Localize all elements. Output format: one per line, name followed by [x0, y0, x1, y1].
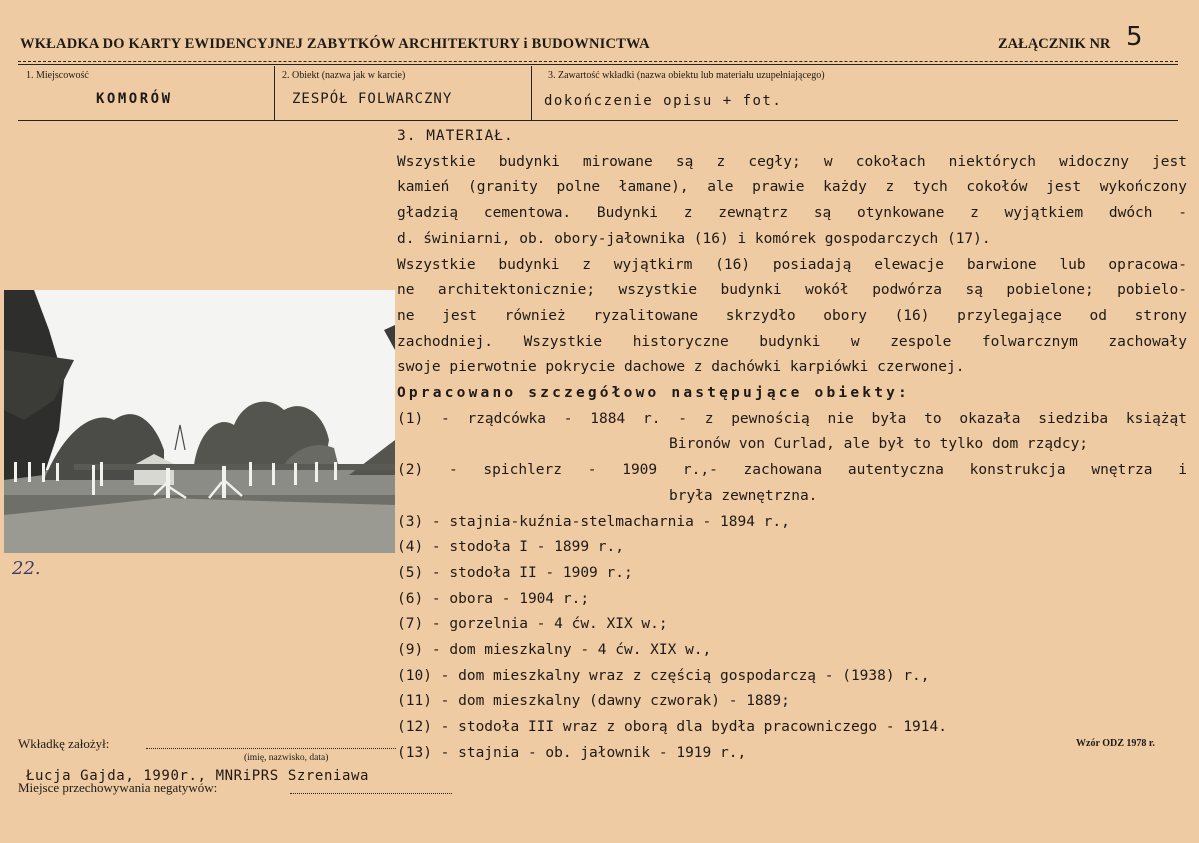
list-item: (12) - stodoła III wraz z oborą dla bydła pracowniczego - 1914.	[397, 719, 947, 736]
content-label: 3. Zawartość wkładki (nazwa obiektu lub materiału uzupełniającego)	[548, 70, 825, 81]
material-description	[397, 124, 1187, 767]
list-item: (6) - obora - 1904 r.;	[397, 590, 590, 607]
content-value: dokończenie opisu + fot.	[544, 93, 783, 109]
list-item-continuation: Bironów von Curlad, ale był to tylko dom rządcy;	[669, 436, 1089, 453]
farmstead-photo	[4, 290, 395, 553]
locality-label: 1. Miejscowość	[26, 70, 89, 81]
list-item-continuation: bryła zewnętrzna.	[669, 487, 818, 504]
founder-value: Łucja Gajda, 1990r., MNRiPRS Szreniawa	[26, 768, 370, 784]
header-divider	[18, 64, 1178, 65]
list-item: (5) - stodoła II - 1909 r.;	[397, 564, 633, 581]
annex-label: ZAŁĄCZNIK NR	[998, 36, 1111, 52]
list-item: (10) - dom mieszkalny wraz z częścią gospodarczą - (1938) r.,	[397, 667, 930, 684]
annex-number: 5	[1126, 22, 1143, 52]
text-line: ne architektonicznie; wszystkie budynki wokół podwórza są pobielone; pobielo-	[397, 282, 1187, 299]
negatives-line	[290, 793, 452, 794]
text-line: Wszystkie budynki z wyjątkirm (16) posiadają elewacje barwione lub opracowa-	[397, 256, 1187, 273]
list-item: (4) - stodoła I - 1899 r.,	[397, 539, 624, 556]
form-pattern: Wzór ODZ 1978 r.	[1076, 738, 1155, 749]
text-line: kamień (granity polne łamane), ale prawie każdy z tych cokołów jest wykończony	[397, 179, 1187, 196]
list-item: (13) - stajnia - ob. jałownik - 1919 r.,	[397, 744, 747, 761]
text-line: ne jest również ryzalitowane skrzydło obory (16) przylegające od strony	[397, 307, 1187, 324]
object-label: 2. Obiekt (nazwa jak w karcie)	[282, 70, 406, 81]
text-line: zachodniej. Wszystkie historyczne budynki w zespole folwarcznym zachowały	[397, 333, 1187, 350]
list-item: (2) - spichlerz - 1909 r.,- zachowana autentyczna konstrukcja wnętrza i	[397, 462, 1187, 479]
text-line: swoje pierwotnie pokrycie dachowe z dachówki karpiówki czerwonej.	[397, 359, 965, 376]
locality-value: KOMORÓW	[96, 91, 173, 107]
list-item: (7) - gorzelnia - 4 ćw. XIX w.;	[397, 616, 668, 633]
list-item: (9) - dom mieszkalny - 4 ćw. XIX w.,	[397, 642, 712, 659]
photo-caption: 22.	[12, 558, 41, 579]
text-line: Wszystkie budynki mirowane są z cegły; w cokołach niektórych widoczny jest	[397, 153, 1187, 170]
text-line: d. świniarni, ob. obory-jałownika (16) i komórek gospodarczych (17).	[397, 230, 991, 247]
object-value: ZESPÓŁ FOLWARCZNY	[292, 91, 453, 107]
fields-divider	[18, 120, 1178, 121]
list-item: (1) - rządcówka - 1884 r. - z pewnością nie była to okazała siedziba książąt	[397, 410, 1187, 427]
header-divider-top	[18, 61, 1178, 62]
card-title: WKŁADKA DO KARTY EWIDENCYJNEJ ZABYTKÓW ARCHITEKTURY i BUDOWNICTWA	[20, 36, 650, 52]
field-separator-2	[531, 66, 532, 120]
detail-heading: Opracowano szczegółowo następujące obiekty:	[397, 385, 910, 402]
founder-label: Wkładkę założył:	[18, 736, 110, 751]
founder-hint: (imię, nazwisko, data)	[244, 753, 329, 763]
photo-image	[4, 290, 395, 553]
field-separator-1	[274, 66, 275, 120]
list-item: (3) - stajnia-kuźnia-stelmacharnia - 1894 r.,	[397, 513, 790, 530]
founder-line	[146, 748, 396, 749]
section-heading: 3. MATERIAŁ.	[397, 128, 514, 144]
text-line: gładzią cementowa. Budynki z zewnątrz są otynkowane z wyjątkiem dwóch -	[397, 205, 1187, 222]
list-item: (11) - dom mieszkalny (dawny czworak) - 1889;	[397, 693, 790, 710]
negatives-label: Miejsce przechowywania negatywów:	[18, 780, 218, 795]
